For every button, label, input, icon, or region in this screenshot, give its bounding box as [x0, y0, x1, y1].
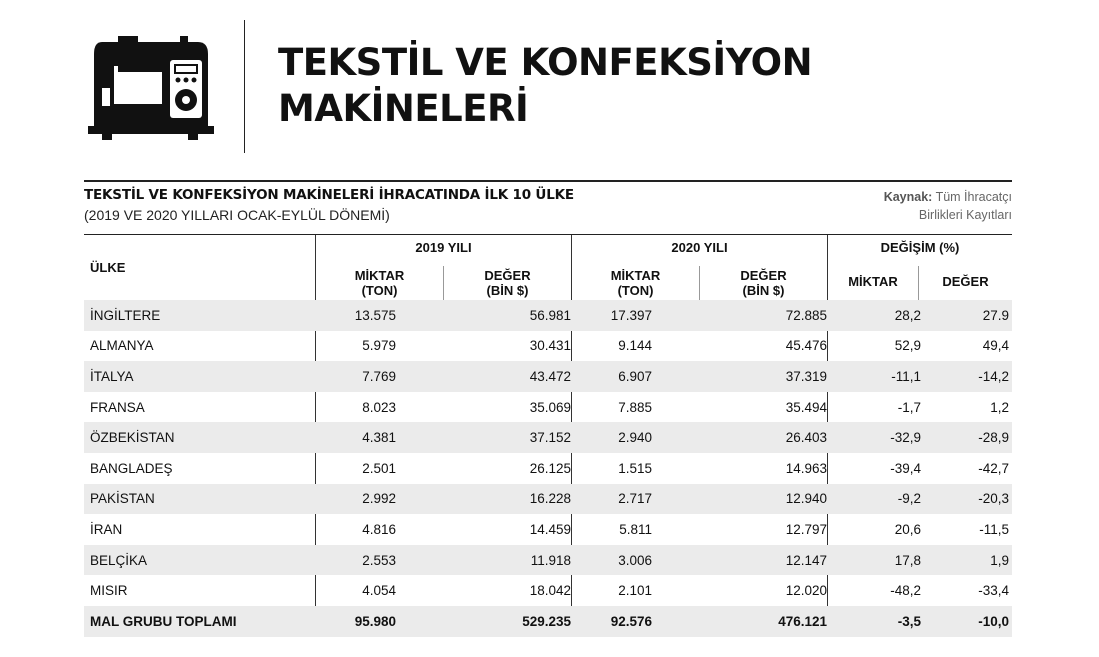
qty-2020-cell: 7.885: [618, 399, 652, 415]
change-qty-cell: -39,4: [890, 460, 921, 476]
qty-2019-cell: 7.769: [362, 368, 396, 384]
change-value-cell: -20,3: [978, 491, 1009, 507]
page-title-line1: TEKSTİL VE KONFEKSİYON: [278, 41, 813, 84]
qty-2020-cell: 2.101: [618, 583, 652, 599]
header-change-qty: MİKTAR: [848, 274, 898, 289]
page-title-line2: MAKİNELERİ: [278, 87, 529, 130]
header-2020: 2020 YILI: [671, 240, 728, 255]
source-line2: Birlikleri Kayıtları: [918, 208, 1012, 222]
change-value-cell: -28,9: [978, 430, 1009, 446]
value-2019-cell: 26.125: [529, 460, 571, 476]
header-2019: 2019 YILI: [415, 240, 472, 255]
header-2019-val: [444, 268, 571, 298]
country-cell: PAKİSTAN: [90, 491, 155, 507]
header-2020-val-line1: DEĞER: [740, 268, 787, 283]
qty-2020-cell: 5.811: [619, 521, 652, 537]
value-2019-cell: 56.981: [529, 307, 571, 323]
table-body: [84, 300, 1012, 637]
table-row: [84, 545, 1012, 576]
qty-2019-cell: 2.992: [362, 491, 396, 507]
table-header-rule: [84, 234, 1012, 235]
change-qty-cell: -48,2: [890, 583, 921, 599]
table-row: [84, 575, 1012, 606]
qty-2020-cell: 92.576: [610, 613, 652, 629]
value-2020-cell: 26.403: [785, 430, 827, 446]
value-2019-cell: 43.472: [529, 368, 571, 384]
change-value-cell: 1,2: [990, 399, 1009, 415]
value-2019-cell: 30.431: [529, 338, 571, 354]
value-2019-cell: 11.918: [530, 552, 571, 568]
change-value-cell: -42,7: [978, 460, 1009, 476]
change-qty-cell: -9,2: [897, 491, 921, 507]
country-cell: BELÇİKA: [90, 552, 148, 568]
page-title: [278, 40, 812, 132]
change-qty-cell: 52,9: [894, 338, 921, 354]
country-cell: İRAN: [90, 521, 123, 537]
sewing-machine-icon: [88, 36, 214, 142]
table-title: TEKSTİL VE KONFEKSİYON MAKİNELERİ İHRACATINDA İLK 10 ÜLKE: [84, 187, 574, 203]
change-value-cell: -33,4: [978, 583, 1009, 599]
table-row: [84, 484, 1012, 515]
source-line1: Tüm İhracatçı: [935, 190, 1012, 204]
table-row: [84, 392, 1012, 423]
change-value-cell: 49,4: [982, 338, 1009, 354]
value-2019-cell: 16.228: [529, 491, 571, 507]
qty-2019-cell: 8.023: [362, 399, 396, 415]
table-row: [84, 514, 1012, 545]
value-2020-cell: 35.494: [785, 399, 827, 415]
header-change-val: DEĞER: [942, 274, 989, 289]
qty-2020-cell: 17.397: [610, 307, 652, 323]
change-value-cell: -10,0: [978, 613, 1009, 629]
change-qty-cell: -32,9: [890, 430, 921, 446]
value-2020-cell: 12.147: [785, 552, 827, 568]
table-row: [84, 361, 1012, 392]
qty-2019-cell: 4.816: [362, 521, 396, 537]
header-2020-qty: [572, 268, 699, 298]
table-row: [84, 331, 1012, 362]
table-row: [84, 453, 1012, 484]
change-qty-cell: 17,8: [894, 552, 921, 568]
country-cell: ÖZBEKİSTAN: [90, 430, 175, 446]
header-2019-qty-line1: MİKTAR: [354, 268, 405, 283]
value-2020-cell: 45.476: [785, 338, 827, 354]
qty-2019-cell: 2.553: [362, 552, 396, 568]
source-label: Kaynak:: [883, 190, 933, 204]
qty-2019-cell: 2.501: [362, 460, 396, 476]
country-cell: İTALYA: [90, 368, 134, 384]
header-2020-qty-line1: MİKTAR: [610, 268, 661, 283]
qty-2020-cell: 2.940: [618, 430, 652, 446]
qty-2019-cell: 95.980: [354, 613, 396, 629]
header-2019-qty: [316, 268, 443, 298]
header-change: DEĞİŞİM (%): [880, 240, 960, 255]
value-2019-cell: 14.459: [529, 521, 571, 537]
change-qty-cell: 28,2: [894, 307, 921, 323]
qty-2019-cell: 5.979: [362, 338, 396, 354]
qty-2020-cell: 3.006: [618, 552, 652, 568]
value-2020-cell: 12.797: [785, 521, 827, 537]
value-2020-cell: 476.121: [778, 613, 827, 629]
header-2019-val-line1: DEĞER: [484, 268, 531, 283]
value-2020-cell: 14.963: [785, 460, 827, 476]
table-row: [84, 300, 1012, 331]
change-qty-cell: -1,7: [897, 399, 921, 415]
source-note: [884, 188, 1012, 224]
country-cell: MISIR: [90, 583, 128, 599]
qty-2020-cell: 6.907: [618, 368, 652, 384]
value-2019-cell: 35.069: [529, 399, 571, 415]
change-qty-cell: 20,6: [894, 521, 921, 537]
country-cell: FRANSA: [90, 399, 145, 415]
value-2020-cell: 72.885: [785, 307, 827, 323]
change-qty-cell: -3,5: [897, 613, 921, 629]
header-2020-qty-line2: (TON): [617, 283, 654, 298]
value-2020-cell: 12.940: [785, 491, 827, 507]
value-2019-cell: 529.235: [522, 613, 571, 629]
header-divider: [244, 20, 245, 153]
header-2019-val-line2: (BİN $): [486, 283, 529, 298]
qty-2020-cell: 9.144: [618, 338, 652, 354]
qty-2019-cell: 13.575: [354, 307, 396, 323]
value-2019-cell: 37.152: [529, 430, 571, 446]
value-2020-cell: 12.020: [785, 583, 827, 599]
table-total-row: [84, 606, 1012, 637]
change-value-cell: -11,5: [979, 521, 1009, 537]
change-qty-cell: -11,1: [891, 368, 921, 384]
change-value-cell: 1,9: [990, 552, 1009, 568]
change-value-cell: -14,2: [978, 368, 1009, 384]
value-2019-cell: 18.042: [529, 583, 571, 599]
table-row: [84, 422, 1012, 453]
header-2020-val: [700, 268, 827, 298]
qty-2019-cell: 4.054: [362, 583, 396, 599]
country-cell: BANGLADEŞ: [90, 460, 173, 476]
country-cell: İNGİLTERE: [90, 307, 161, 323]
change-value-cell: 27.9: [982, 307, 1009, 323]
header-2020-val-line2: (BİN $): [742, 283, 785, 298]
table-subtitle: (2019 VE 2020 YILLARI OCAK-EYLÜL DÖNEMİ): [84, 207, 390, 223]
table-top-rule: [84, 180, 1012, 182]
country-cell: ALMANYA: [90, 338, 154, 354]
value-2020-cell: 37.319: [785, 368, 827, 384]
qty-2019-cell: 4.381: [362, 430, 396, 446]
country-cell: MAL GRUBU TOPLAMI: [90, 613, 237, 629]
header-2019-qty-line2: (TON): [361, 283, 398, 298]
qty-2020-cell: 1.515: [618, 460, 652, 476]
qty-2020-cell: 2.717: [618, 491, 652, 507]
header-country: ÜLKE: [90, 260, 126, 275]
